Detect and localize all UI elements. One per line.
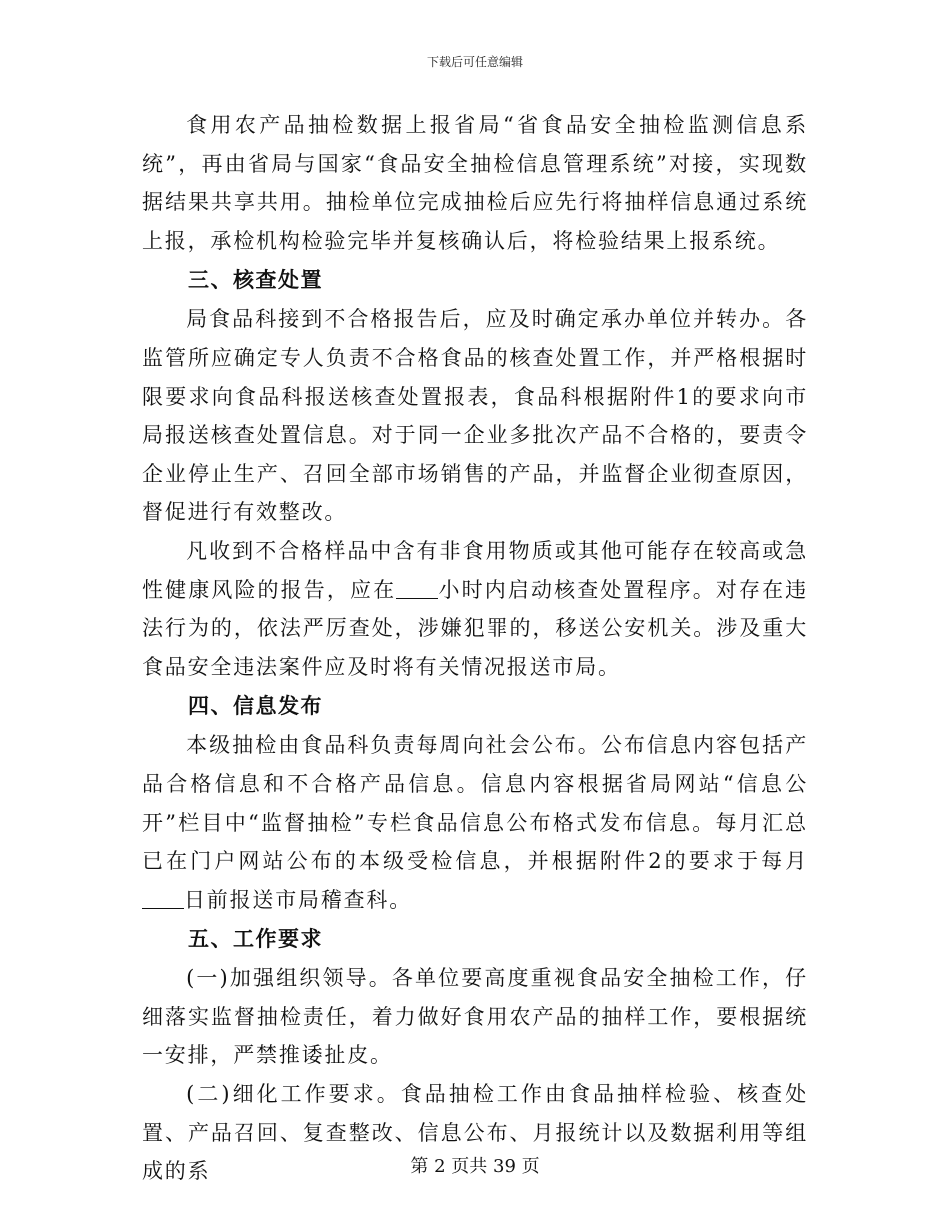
section-heading-work-requirements: 五、工作要求 [188, 926, 323, 952]
paragraph-text-before-blank: 凡收到不合格样品中含有非食用物质或其他可能存在较高或急性健康风险的报告，应在 [142, 538, 808, 602]
paragraph-organization-leadership: (一)加强组织领导。各单位要高度重视食品安全抽检工作，仔细落实监督抽检责任，着力做好食用农产品的抽样工作，要根据统一安排，严禁推诿扯皮。 [142, 966, 808, 1068]
paragraph-info-release [142, 726, 808, 919]
fill-in-blank-hours [396, 577, 438, 599]
paragraph-text-before-blank: 本级抽检由食品科负责每周向社会公布。公布信息内容包括产品合格信息和不合格产品信息。信息内容根据省局网站“信息公开”栏目中“监督抽检”专栏食品信息公布格式发布信息。每月汇总已在门户网站公布的本级受检信息，并根据附件2的要求于每月 [142, 733, 808, 874]
paragraph-high-risk-handling [142, 532, 808, 686]
page-footer: 第 2 页共 39 页 [410, 1156, 540, 1177]
paragraph-text-after-blank: 日前报送市局稽查科。 [184, 887, 412, 912]
page-header: 下载后可任意编辑 [426, 55, 523, 69]
paragraph-verification-handling: 局食品科接到不合格报告后，应及时确定承办单位并转办。各监管所应确定专人负责不合格食品的核查处置工作，并严格根据时限要求向食品科报送核查处置报表，食品科根据附件1的要求向市局报送核查处置信息。对于同一企业多批次产品不合格的，要责令企业停止生产、召回全部市场销售的产品，并监督企业彻查原因，督促进行有效整改。 [142, 307, 808, 525]
section-heading-verification: 三、核查处置 [188, 267, 323, 293]
paragraph-data-reporting: 食用农产品抽检数据上报省局“省食品安全抽检监测信息系统”，再由省局与国家“食品安全抽检信息管理系统”对接，实现数据结果共享共用。抽检单位完成抽检后应先行将抽样信息通过系统上报，承检机构检验完毕并复核确认后，将检验结果上报系统。 [142, 113, 808, 253]
document-body [142, 106, 808, 1191]
section-heading-info-release: 四、信息发布 [188, 693, 323, 719]
fill-in-blank-day [142, 887, 184, 909]
paragraph-detailed-requirements: (二)细化工作要求。食品抽检工作由食品抽样检验、核查处置、产品召回、复查整改、信息公布、月报统计以及数据利用等组成的系 [142, 1082, 808, 1184]
paragraph-text-after-blank: 小时内启动核查处置程序。对存在违法行为的，依法严厉查处，涉嫌犯罪的，移送公安机关。涉及重大食品安全违法案件应及时将有关情况报送市局。 [142, 577, 808, 679]
